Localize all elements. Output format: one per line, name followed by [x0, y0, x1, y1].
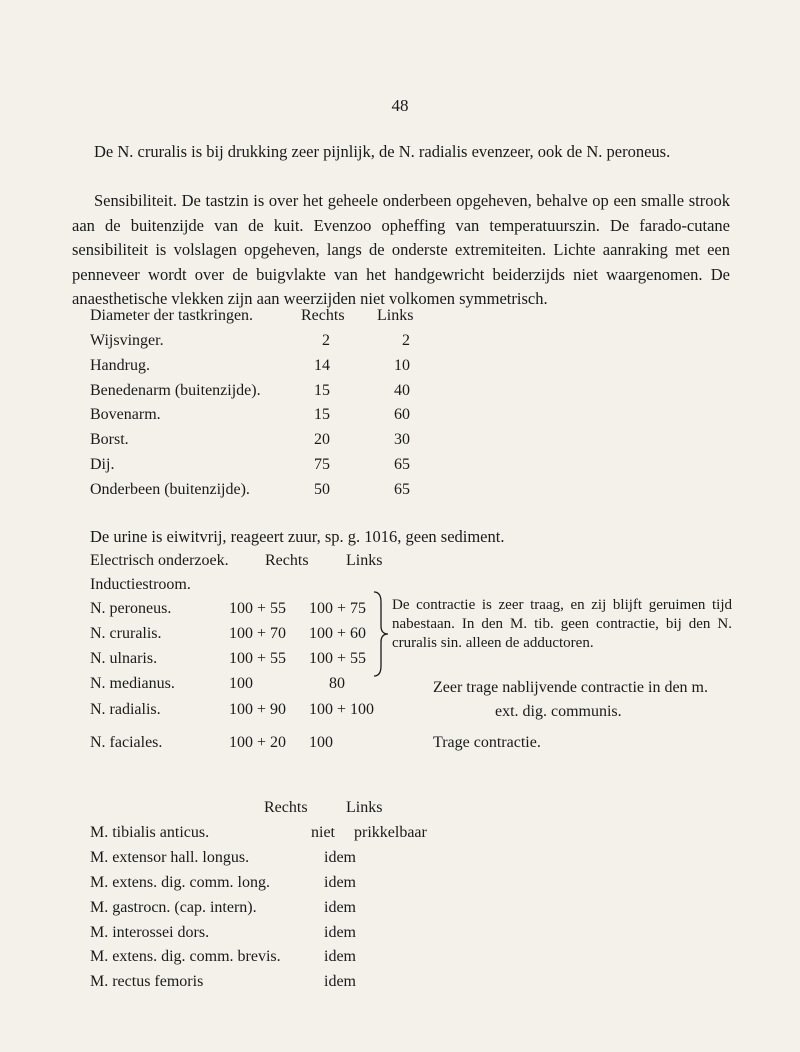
paragraph-nerve-pain: De N. cruralis is bij drukking zeer pijnlijk, de N. radialis evenzeer, ook de N. peroneus.: [94, 142, 671, 161]
muscle-label: M. extens. dig. comm. brevis.: [90, 948, 281, 965]
table-row: [90, 698, 430, 722]
tast-label: Onderbeen (buitenzijde).: [90, 481, 250, 498]
tast-right: 14: [314, 357, 330, 374]
nerve-label: N. peroneus.: [90, 600, 172, 617]
table-row: [90, 921, 490, 945]
nerve-right: 100 + 90: [229, 701, 287, 718]
muscle-header-right: Rechts: [264, 799, 308, 816]
tast-left: 65: [394, 456, 410, 473]
muscle-left: prikkelbaar: [354, 824, 427, 841]
tast-header-left: Links: [377, 307, 414, 324]
tast-left: 2: [402, 332, 410, 349]
table-row: [90, 647, 390, 671]
table-row: [90, 403, 730, 427]
electric-header-right: Rechts: [265, 552, 309, 569]
nerve-label: N. cruralis.: [90, 625, 162, 642]
tast-label: Wijsvinger.: [90, 332, 164, 349]
radialis-note-line1: Zeer trage nablijvende contractie in den m.: [433, 679, 708, 696]
electric-header-left: Links: [346, 552, 383, 569]
muscle-value: idem: [324, 874, 356, 891]
muscle-table-header: [90, 796, 490, 820]
tast-left: 30: [394, 431, 410, 448]
tast-table-header: [90, 304, 730, 328]
nerve-left: 100 + 75: [309, 600, 367, 617]
muscle-value: idem: [324, 948, 356, 965]
muscle-label: M. gastrocn. (cap. intern).: [90, 899, 257, 916]
tast-left: 10: [394, 357, 410, 374]
tast-label: Borst.: [90, 431, 129, 448]
tast-label: Handrug.: [90, 357, 150, 374]
nerve-right: 100 + 55: [229, 650, 287, 667]
tast-left: 40: [394, 382, 410, 399]
table-row: [90, 821, 490, 845]
electric-subheader: Inductiestroom.: [90, 576, 191, 593]
table-row: [90, 672, 390, 696]
table-row: [90, 622, 390, 646]
tast-right: 75: [314, 456, 330, 473]
tast-right: 50: [314, 481, 330, 498]
tast-header-label: Diameter der tastkringen.: [90, 307, 254, 324]
table-row: [90, 896, 490, 920]
tast-left: 60: [394, 406, 410, 423]
curly-brace-icon: [372, 590, 390, 678]
nerve-label: N. ulnaris.: [90, 650, 158, 667]
table-row: [90, 354, 730, 378]
nerve-left: 100 + 60: [309, 625, 367, 642]
muscle-label: M. tibialis anticus.: [90, 824, 210, 841]
nerve-left: 80: [329, 675, 345, 692]
nerve-right: 100 + 55: [229, 600, 287, 617]
muscle-label: M. rectus femoris: [90, 973, 204, 990]
table-row: [90, 428, 730, 452]
paragraph-sensibility: Sensibiliteit. De tastzin is over het geheele onderbeen opgeheven, behalve op een smalle strook aan de buitenzijde van de kuit. Evenzoo opheffing van temperatuurszin. De farado-cutane sensibiliteit is volslagen opgeheven, langs de onderste extremiteiten. Lichte aanraking met een penneveer wordt over de buigvlakte van het handgewricht beiderzijds niet waargenomen. De anaesthetische vlekken zijn aan weerzijden niet volkomen symmetrisch.: [72, 191, 730, 309]
table-row: [90, 379, 730, 403]
nerve-left: 100 + 100: [309, 701, 375, 718]
table-row: [90, 871, 490, 895]
tast-right: 15: [314, 382, 330, 399]
nerve-label: N. radialis.: [90, 701, 161, 718]
tast-label: Dij.: [90, 456, 115, 473]
muscle-value: idem: [324, 849, 356, 866]
muscle-header-left: Links: [346, 799, 383, 816]
muscle-value: idem: [324, 899, 356, 916]
page-number: 48: [391, 96, 409, 115]
table-row: [90, 945, 490, 969]
muscle-value: idem: [324, 924, 356, 941]
radialis-note-line2: ext. dig. communis.: [495, 703, 622, 720]
nerve-right: 100 + 70: [229, 625, 287, 642]
tast-label: Benedenarm (buitenzijde).: [90, 382, 261, 399]
tast-right: 20: [314, 431, 330, 448]
electric-table-header: [90, 549, 730, 573]
table-row: [90, 478, 730, 502]
muscle-label: M. extens. dig. comm. long.: [90, 874, 270, 891]
tast-label: Bovenarm.: [90, 406, 161, 423]
tast-header-right: Rechts: [301, 307, 345, 324]
nerve-left: 100 + 55: [309, 650, 367, 667]
table-row: [90, 846, 490, 870]
nerve-right: 100: [229, 675, 253, 692]
table-row: [90, 597, 390, 621]
tast-right: 2: [322, 332, 330, 349]
tast-right: 15: [314, 406, 330, 423]
table-row: [90, 970, 490, 994]
nerve-left: 100: [309, 734, 333, 751]
brace-note: De contractie is zeer traag, en zij blijft geruimen tijd nabestaan. In den M. tib. geen contractie, bij den N. cruralis sin. alleen de adductoren.: [392, 597, 732, 651]
table-row: [90, 731, 390, 755]
muscle-value: idem: [324, 973, 356, 990]
muscle-right: niet: [311, 824, 335, 841]
faciales-note: Trage contractie.: [433, 734, 541, 751]
table-row: [90, 453, 730, 477]
radialis-note: [433, 676, 743, 724]
nerve-right: 100 + 20: [229, 734, 287, 751]
muscle-label: M. extensor hall. longus.: [90, 849, 250, 866]
muscle-label: M. interossei dors.: [90, 924, 210, 941]
tast-left: 65: [394, 481, 410, 498]
table-row: [90, 329, 730, 353]
urine-line: De urine is eiwitvrij, reageert zuur, sp. g. 1016, geen sediment.: [90, 527, 505, 546]
electric-header-label: Electrisch onderzoek.: [90, 552, 229, 569]
nerve-label: N. medianus.: [90, 675, 175, 692]
nerve-label: N. faciales.: [90, 734, 163, 751]
